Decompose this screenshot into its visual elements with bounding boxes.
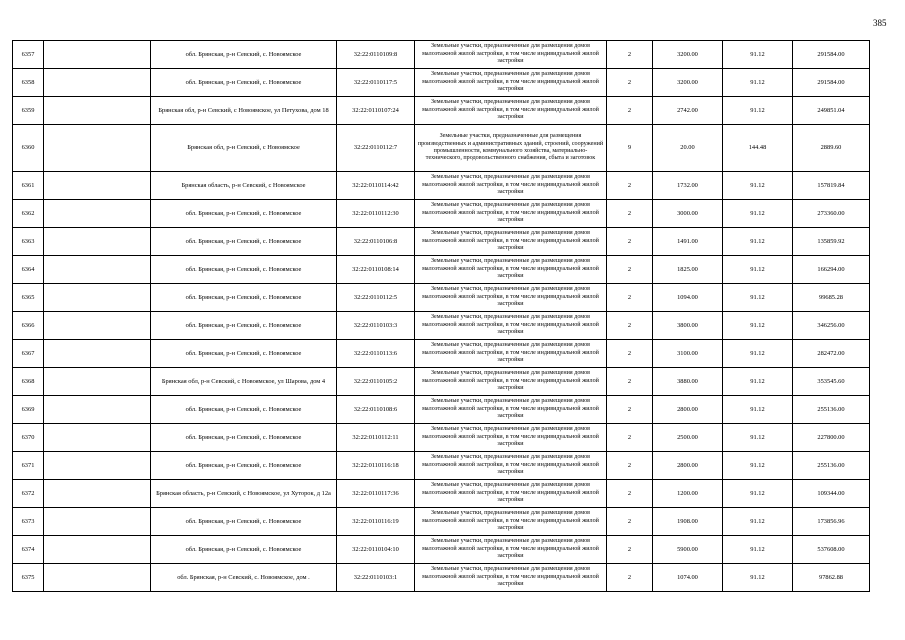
area-cell: 2800.00 bbox=[653, 396, 723, 424]
group-cell: 2 bbox=[607, 480, 653, 508]
spacer-cell bbox=[44, 172, 151, 200]
unit-value-cell: 91.12 bbox=[723, 508, 793, 536]
cadastral-value-cell: 255136.00 bbox=[793, 452, 870, 480]
land-purpose-cell: Земельные участки, предназначенные для размещения домов малоэтажной жилой застройки, в том числе индивидуальной жилой застройки bbox=[415, 396, 607, 424]
row-number-cell: 6362 bbox=[13, 200, 44, 228]
cadastral-number-cell: 32:22:0110104:10 bbox=[337, 536, 415, 564]
land-purpose-cell: Земельные участки, предназначенные для размещения домов малоэтажной жилой застройки, в том числе индивидуальной жилой застройки bbox=[415, 368, 607, 396]
cadastral-value-cell: 157819.84 bbox=[793, 172, 870, 200]
row-number-cell: 6369 bbox=[13, 396, 44, 424]
address-cell: Брянская обл, р-н Севский, с Новоямское, ул Шарова, дом 4 bbox=[151, 368, 337, 396]
row-number-cell: 6357 bbox=[13, 41, 44, 69]
spacer-cell bbox=[44, 536, 151, 564]
land-purpose-cell: Земельные участки, предназначенные для размещения домов малоэтажной жилой застройки, в том числе индивидуальной жилой застройки bbox=[415, 284, 607, 312]
cadastral-value-cell: 109344.00 bbox=[793, 480, 870, 508]
table-row bbox=[13, 256, 870, 284]
cadastral-number-cell: 32:22:0110116:19 bbox=[337, 508, 415, 536]
cadastral-value-cell: 291584.00 bbox=[793, 41, 870, 69]
address-cell: обл. Брянская, р-н Севский, с. Новоямское, дом . bbox=[151, 564, 337, 592]
land-purpose-cell: Земельные участки, предназначенные для размещения домов малоэтажной жилой застройки, в том числе индивидуальной жилой застройки bbox=[415, 452, 607, 480]
land-purpose-cell: Земельные участки, предназначенные для размещения домов малоэтажной жилой застройки, в том числе индивидуальной жилой застройки bbox=[415, 69, 607, 97]
table-row bbox=[13, 536, 870, 564]
land-purpose-cell: Земельные участки, предназначенные для размещения домов малоэтажной жилой застройки, в том числе индивидуальной жилой застройки bbox=[415, 228, 607, 256]
land-purpose-cell: Земельные участки, предназначенные для размещения домов малоэтажной жилой застройки, в том числе индивидуальной жилой застройки bbox=[415, 200, 607, 228]
table-row bbox=[13, 340, 870, 368]
unit-value-cell: 91.12 bbox=[723, 256, 793, 284]
cadastral-value-cell: 135859.92 bbox=[793, 228, 870, 256]
row-number-cell: 6375 bbox=[13, 564, 44, 592]
area-cell: 1825.00 bbox=[653, 256, 723, 284]
land-purpose-cell: Земельные участки, предназначенные для размещения домов малоэтажной жилой застройки, в том числе индивидуальной жилой застройки bbox=[415, 508, 607, 536]
land-purpose-cell: Земельные участки, предназначенные для размещения домов малоэтажной жилой застройки, в том числе индивидуальной жилой застройки bbox=[415, 536, 607, 564]
cadastral-number-cell: 32:22:0110108:6 bbox=[337, 396, 415, 424]
cadastral-number-cell: 32:22:0110116:18 bbox=[337, 452, 415, 480]
cadastral-value-cell: 282472.00 bbox=[793, 340, 870, 368]
table-row bbox=[13, 564, 870, 592]
row-number-cell: 6368 bbox=[13, 368, 44, 396]
group-cell: 2 bbox=[607, 256, 653, 284]
page-number: 385 bbox=[873, 18, 887, 28]
group-cell: 2 bbox=[607, 97, 653, 125]
row-number-cell: 6358 bbox=[13, 69, 44, 97]
table-row bbox=[13, 396, 870, 424]
unit-value-cell: 91.12 bbox=[723, 536, 793, 564]
area-cell: 1732.00 bbox=[653, 172, 723, 200]
unit-value-cell: 91.12 bbox=[723, 480, 793, 508]
spacer-cell bbox=[44, 125, 151, 172]
table-row bbox=[13, 480, 870, 508]
area-cell: 5900.00 bbox=[653, 536, 723, 564]
table-row bbox=[13, 508, 870, 536]
address-cell: обл. Брянская, р-н Севский, с. Новоямское bbox=[151, 424, 337, 452]
area-cell: 3800.00 bbox=[653, 312, 723, 340]
address-cell: обл. Брянская, р-н Севский, с. Новоямское bbox=[151, 41, 337, 69]
cadastral-number-cell: 32:22:0110112:5 bbox=[337, 284, 415, 312]
cadastral-number-cell: 32:22:0110112:30 bbox=[337, 200, 415, 228]
spacer-cell bbox=[44, 452, 151, 480]
group-cell: 2 bbox=[607, 41, 653, 69]
row-number-cell: 6361 bbox=[13, 172, 44, 200]
cadastral-number-cell: 32:22:0110114:42 bbox=[337, 172, 415, 200]
unit-value-cell: 91.12 bbox=[723, 200, 793, 228]
cadastral-value-cell: 97862.88 bbox=[793, 564, 870, 592]
row-number-cell: 6364 bbox=[13, 256, 44, 284]
spacer-cell bbox=[44, 340, 151, 368]
cadastral-value-cell: 255136.00 bbox=[793, 396, 870, 424]
land-purpose-cell: Земельные участки, предназначенные для размещения домов малоэтажной жилой застройки, в том числе индивидуальной жилой застройки bbox=[415, 312, 607, 340]
group-cell: 2 bbox=[607, 69, 653, 97]
row-number-cell: 6370 bbox=[13, 424, 44, 452]
spacer-cell bbox=[44, 200, 151, 228]
group-cell: 2 bbox=[607, 340, 653, 368]
table-row bbox=[13, 200, 870, 228]
group-cell: 2 bbox=[607, 424, 653, 452]
table-row bbox=[13, 97, 870, 125]
spacer-cell bbox=[44, 508, 151, 536]
spacer-cell bbox=[44, 284, 151, 312]
address-cell: обл. Брянская, р-н Севский, с. Новоямское bbox=[151, 312, 337, 340]
address-cell: обл. Брянская, р-н Севский, с. Новоямское bbox=[151, 228, 337, 256]
unit-value-cell: 91.12 bbox=[723, 312, 793, 340]
group-cell: 2 bbox=[607, 284, 653, 312]
address-cell: Брянская область, р-н Севский, с Новоямское bbox=[151, 172, 337, 200]
spacer-cell bbox=[44, 97, 151, 125]
row-number-cell: 6374 bbox=[13, 536, 44, 564]
cadastral-number-cell: 32:22:0110105:2 bbox=[337, 368, 415, 396]
table-row bbox=[13, 424, 870, 452]
unit-value-cell: 91.12 bbox=[723, 564, 793, 592]
group-cell: 2 bbox=[607, 396, 653, 424]
cadastral-value-cell: 99685.28 bbox=[793, 284, 870, 312]
group-cell: 2 bbox=[607, 536, 653, 564]
spacer-cell bbox=[44, 396, 151, 424]
cadastral-value-table bbox=[12, 40, 870, 592]
row-number-cell: 6373 bbox=[13, 508, 44, 536]
group-cell: 2 bbox=[607, 312, 653, 340]
unit-value-cell: 91.12 bbox=[723, 69, 793, 97]
address-cell: обл. Брянская, р-н Севский, с. Новоямское bbox=[151, 396, 337, 424]
cadastral-number-cell: 32:22:0110117:36 bbox=[337, 480, 415, 508]
spacer-cell bbox=[44, 480, 151, 508]
cadastral-number-cell: 32:22:0110109:8 bbox=[337, 41, 415, 69]
unit-value-cell: 91.12 bbox=[723, 97, 793, 125]
table-body bbox=[13, 41, 870, 592]
address-cell: обл. Брянская, р-н Севский, с. Новоямское bbox=[151, 340, 337, 368]
address-cell: Брянская обл, р-н Севский, с Новоямское, ул Петухова, дом 18 bbox=[151, 97, 337, 125]
area-cell: 1908.00 bbox=[653, 508, 723, 536]
land-purpose-cell: Земельные участки, предназначенные для размещения домов малоэтажной жилой застройки, в том числе индивидуальной жилой застройки bbox=[415, 424, 607, 452]
unit-value-cell: 91.12 bbox=[723, 284, 793, 312]
cadastral-number-cell: 32:22:0110117:5 bbox=[337, 69, 415, 97]
area-cell: 1074.00 bbox=[653, 564, 723, 592]
row-number-cell: 6363 bbox=[13, 228, 44, 256]
land-purpose-cell: Земельные участки, предназначенные для размещения домов малоэтажной жилой застройки, в том числе индивидуальной жилой застройки bbox=[415, 340, 607, 368]
spacer-cell bbox=[44, 69, 151, 97]
area-cell: 2742.00 bbox=[653, 97, 723, 125]
cadastral-number-cell: 32:22:0110112:11 bbox=[337, 424, 415, 452]
area-cell: 1094.00 bbox=[653, 284, 723, 312]
cadastral-value-cell: 227800.00 bbox=[793, 424, 870, 452]
area-cell: 2800.00 bbox=[653, 452, 723, 480]
address-cell: обл. Брянская, р-н Севский, с. Новоямское bbox=[151, 536, 337, 564]
cadastral-number-cell: 32:22:0110112:7 bbox=[337, 125, 415, 172]
unit-value-cell: 91.12 bbox=[723, 172, 793, 200]
group-cell: 2 bbox=[607, 368, 653, 396]
table-row bbox=[13, 125, 870, 172]
land-purpose-cell: Земельные участки, предназначенные для размещения домов малоэтажной жилой застройки, в том числе индивидуальной жилой застройки bbox=[415, 564, 607, 592]
cadastral-number-cell: 32:22:0110107:24 bbox=[337, 97, 415, 125]
group-cell: 2 bbox=[607, 564, 653, 592]
land-purpose-cell: Земельные участки, предназначенные для размещения производственных и административных зданий, строений, сооружений промышленности, коммунального хозяйства, материально-технического, продовольственного снабжения, сбыта и заготовок bbox=[415, 125, 607, 172]
land-purpose-cell: Земельные участки, предназначенные для размещения домов малоэтажной жилой застройки, в том числе индивидуальной жилой застройки bbox=[415, 41, 607, 69]
spacer-cell bbox=[44, 564, 151, 592]
unit-value-cell: 91.12 bbox=[723, 396, 793, 424]
unit-value-cell: 91.12 bbox=[723, 340, 793, 368]
table-row bbox=[13, 368, 870, 396]
cadastral-number-cell: 32:22:0110103:1 bbox=[337, 564, 415, 592]
area-cell: 1491.00 bbox=[653, 228, 723, 256]
address-cell: Брянская обл, р-н Севский, с Новоямское bbox=[151, 125, 337, 172]
cadastral-value-cell: 173856.96 bbox=[793, 508, 870, 536]
area-cell: 3100.00 bbox=[653, 340, 723, 368]
cadastral-number-cell: 32:22:0110103:3 bbox=[337, 312, 415, 340]
row-number-cell: 6367 bbox=[13, 340, 44, 368]
unit-value-cell: 91.12 bbox=[723, 424, 793, 452]
area-cell: 20.00 bbox=[653, 125, 723, 172]
address-cell: обл. Брянская, р-н Севский, с. Новоямское bbox=[151, 69, 337, 97]
row-number-cell: 6359 bbox=[13, 97, 44, 125]
area-cell: 1200.00 bbox=[653, 480, 723, 508]
row-number-cell: 6365 bbox=[13, 284, 44, 312]
spacer-cell bbox=[44, 312, 151, 340]
spacer-cell bbox=[44, 41, 151, 69]
unit-value-cell: 144.48 bbox=[723, 125, 793, 172]
land-purpose-cell: Земельные участки, предназначенные для размещения домов малоэтажной жилой застройки, в том числе индивидуальной жилой застройки bbox=[415, 256, 607, 284]
cadastral-number-cell: 32:22:0110113:6 bbox=[337, 340, 415, 368]
cadastral-value-cell: 346256.00 bbox=[793, 312, 870, 340]
group-cell: 2 bbox=[607, 172, 653, 200]
table-row bbox=[13, 228, 870, 256]
row-number-cell: 6366 bbox=[13, 312, 44, 340]
address-cell: обл. Брянская, р-н Севский, с. Новоямское bbox=[151, 284, 337, 312]
unit-value-cell: 91.12 bbox=[723, 41, 793, 69]
table-row bbox=[13, 41, 870, 69]
land-purpose-cell: Земельные участки, предназначенные для размещения домов малоэтажной жилой застройки, в том числе индивидуальной жилой застройки bbox=[415, 480, 607, 508]
cadastral-value-cell: 537608.00 bbox=[793, 536, 870, 564]
row-number-cell: 6371 bbox=[13, 452, 44, 480]
group-cell: 2 bbox=[607, 228, 653, 256]
area-cell: 3000.00 bbox=[653, 200, 723, 228]
group-cell: 2 bbox=[607, 200, 653, 228]
table-row bbox=[13, 172, 870, 200]
area-cell: 3200.00 bbox=[653, 69, 723, 97]
area-cell: 3200.00 bbox=[653, 41, 723, 69]
spacer-cell bbox=[44, 424, 151, 452]
cadastral-value-cell: 166294.00 bbox=[793, 256, 870, 284]
cadastral-number-cell: 32:22:0110108:14 bbox=[337, 256, 415, 284]
row-number-cell: 6372 bbox=[13, 480, 44, 508]
address-cell: обл. Брянская, р-н Севский, с. Новоямское bbox=[151, 508, 337, 536]
cadastral-number-cell: 32:22:0110106:8 bbox=[337, 228, 415, 256]
spacer-cell bbox=[44, 256, 151, 284]
area-cell: 3880.00 bbox=[653, 368, 723, 396]
row-number-cell: 6360 bbox=[13, 125, 44, 172]
table-row bbox=[13, 284, 870, 312]
address-cell: обл. Брянская, р-н Севский, с. Новоямское bbox=[151, 256, 337, 284]
spacer-cell bbox=[44, 368, 151, 396]
address-cell: обл. Брянская, р-н Севский, с. Новоямское bbox=[151, 200, 337, 228]
cadastral-value-cell: 291584.00 bbox=[793, 69, 870, 97]
cadastral-value-cell: 273360.00 bbox=[793, 200, 870, 228]
unit-value-cell: 91.12 bbox=[723, 228, 793, 256]
table-row bbox=[13, 69, 870, 97]
group-cell: 2 bbox=[607, 452, 653, 480]
address-cell: обл. Брянская, р-н Севский, с. Новоямское bbox=[151, 452, 337, 480]
address-cell: Брянская область, р-н Севский, с Новоямское, ул Хуторок, д 12а bbox=[151, 480, 337, 508]
table-row bbox=[13, 312, 870, 340]
group-cell: 2 bbox=[607, 508, 653, 536]
unit-value-cell: 91.12 bbox=[723, 368, 793, 396]
land-purpose-cell: Земельные участки, предназначенные для размещения домов малоэтажной жилой застройки, в том числе индивидуальной жилой застройки bbox=[415, 172, 607, 200]
cadastral-value-cell: 249851.04 bbox=[793, 97, 870, 125]
area-cell: 2500.00 bbox=[653, 424, 723, 452]
land-purpose-cell: Земельные участки, предназначенные для размещения домов малоэтажной жилой застройки, в том числе индивидуальной жилой застройки bbox=[415, 97, 607, 125]
table-row bbox=[13, 452, 870, 480]
cadastral-value-cell: 353545.60 bbox=[793, 368, 870, 396]
unit-value-cell: 91.12 bbox=[723, 452, 793, 480]
spacer-cell bbox=[44, 228, 151, 256]
cadastral-value-cell: 2889.60 bbox=[793, 125, 870, 172]
group-cell: 9 bbox=[607, 125, 653, 172]
